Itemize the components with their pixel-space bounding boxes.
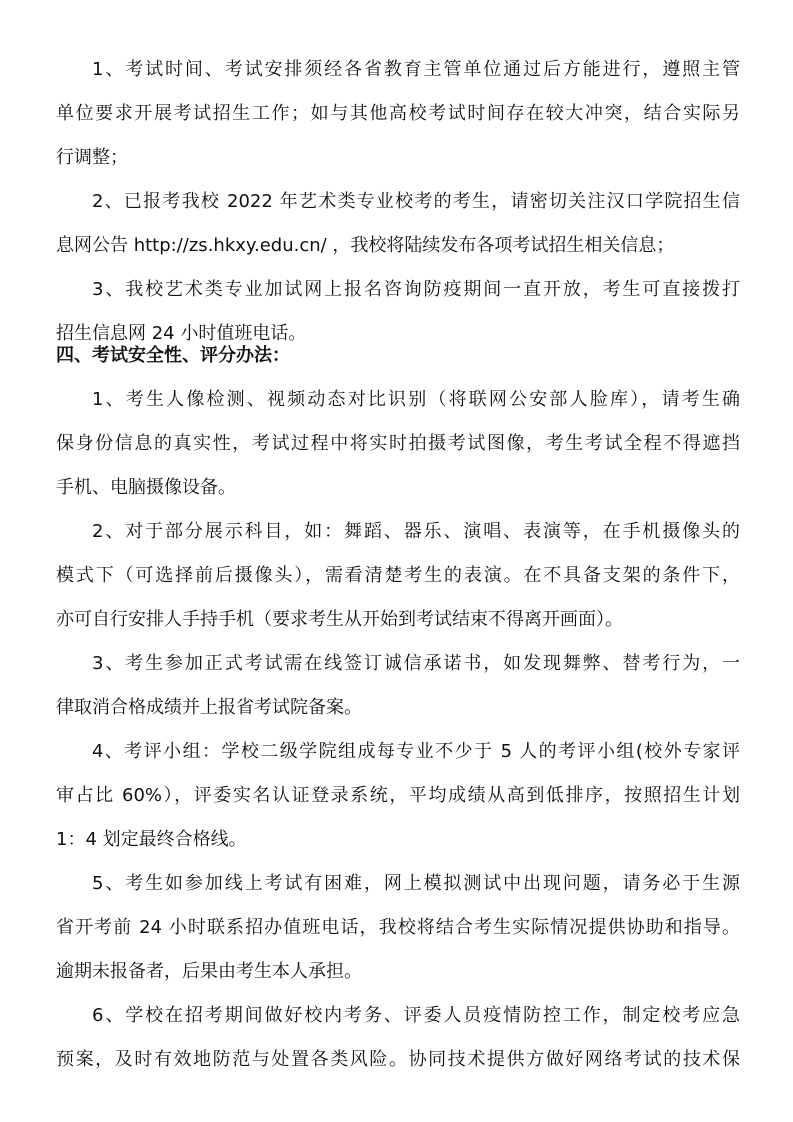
text-line: 2、已报考我校 2022 年艺术类专业校考的考生，请密切关注汉口学院招生信 bbox=[92, 191, 740, 212]
paragraph-4-4 bbox=[56, 730, 740, 862]
text-line: 4、考评小组：学校二级学院组成每专业不少于 5 人的考评小组(校外专家评 bbox=[92, 741, 740, 762]
text-line: 1、考生人像检测、视频动态对比识别（将联网公安部人脸库），请考生确 bbox=[92, 389, 740, 410]
section-heading: 四、考试安全性、评分办法： bbox=[56, 345, 290, 366]
text-line: 1、考试时间、考试安排须经各省教育主管单位通过后方能进行，遵照主管 bbox=[92, 59, 740, 80]
text-line: 手机、电脑摄像设备。 bbox=[56, 477, 236, 498]
text-line: 预案，及时有效地防范与处置各类风险。协同技术提供方做好网络考试的技术保 bbox=[56, 1049, 740, 1070]
text-line: 3、我校艺术类专业加试网上报名咨询防疫期间一直开放，考生可直接拨打 bbox=[92, 279, 740, 300]
text-line: 审占比 60%），评委实名认证登录系统，平均成绩从高到低排序，按照招生计划 bbox=[56, 785, 740, 806]
text-line: 行调整； bbox=[56, 147, 128, 168]
paragraph-2 bbox=[56, 180, 740, 268]
text-line: 1：4 划定最终合格线。 bbox=[56, 829, 247, 850]
paragraph-4-6 bbox=[56, 994, 740, 1082]
text-line: 5、考生如参加线上考试有困难，网上模拟测试中出现问题，请务必于生源 bbox=[92, 873, 740, 894]
paragraph-1 bbox=[56, 48, 740, 180]
text-line: 律取消合格成绩并上报省考试院备案。 bbox=[56, 697, 362, 718]
text-line: 息网公告 http://zs.hkxy.edu.cn/ ，我校将陆续发布各项考试招生相关信息； bbox=[56, 235, 675, 256]
text-line: 省开考前 24 小时联系招办值班电话，我校将结合考生实际情况提供协助和指导。 bbox=[56, 917, 740, 938]
text-line: 招生信息网 24 小时值班电话。 bbox=[56, 323, 307, 344]
paragraph-4-3 bbox=[56, 642, 740, 730]
text-line: 逾期未报备者，后果由考生本人承担。 bbox=[56, 961, 362, 982]
text-line: 单位要求开展考试招生工作；如与其他高校考试时间存在较大冲突，结合实际另 bbox=[56, 103, 740, 124]
text-line: 模式下（可选择前后摄像头），需看清楚考生的表演。在不具备支架的条件下， bbox=[56, 565, 740, 586]
text-line: 亦可自行安排人手持手机（要求考生从开始到考试结束不得离开画面）。 bbox=[56, 609, 623, 630]
paragraph-4-2 bbox=[56, 510, 740, 642]
text-line: 6、学校在招考期间做好校内考务、评委人员疫情防控工作，制定校考应急 bbox=[92, 1005, 740, 1026]
text-line: 3、考生参加正式考试需在线签订诚信承诺书，如发现舞弊、替考行为，一 bbox=[92, 653, 740, 674]
text-line: 保身份信息的真实性，考试过程中将实时拍摄考试图像，考生考试全程不得遮挡 bbox=[56, 433, 740, 454]
paragraph-4-5 bbox=[56, 862, 740, 994]
paragraph-4-1 bbox=[56, 378, 740, 510]
text-line: 2、对于部分展示科目，如：舞蹈、器乐、演唱、表演等，在手机摄像头的 bbox=[92, 521, 740, 542]
